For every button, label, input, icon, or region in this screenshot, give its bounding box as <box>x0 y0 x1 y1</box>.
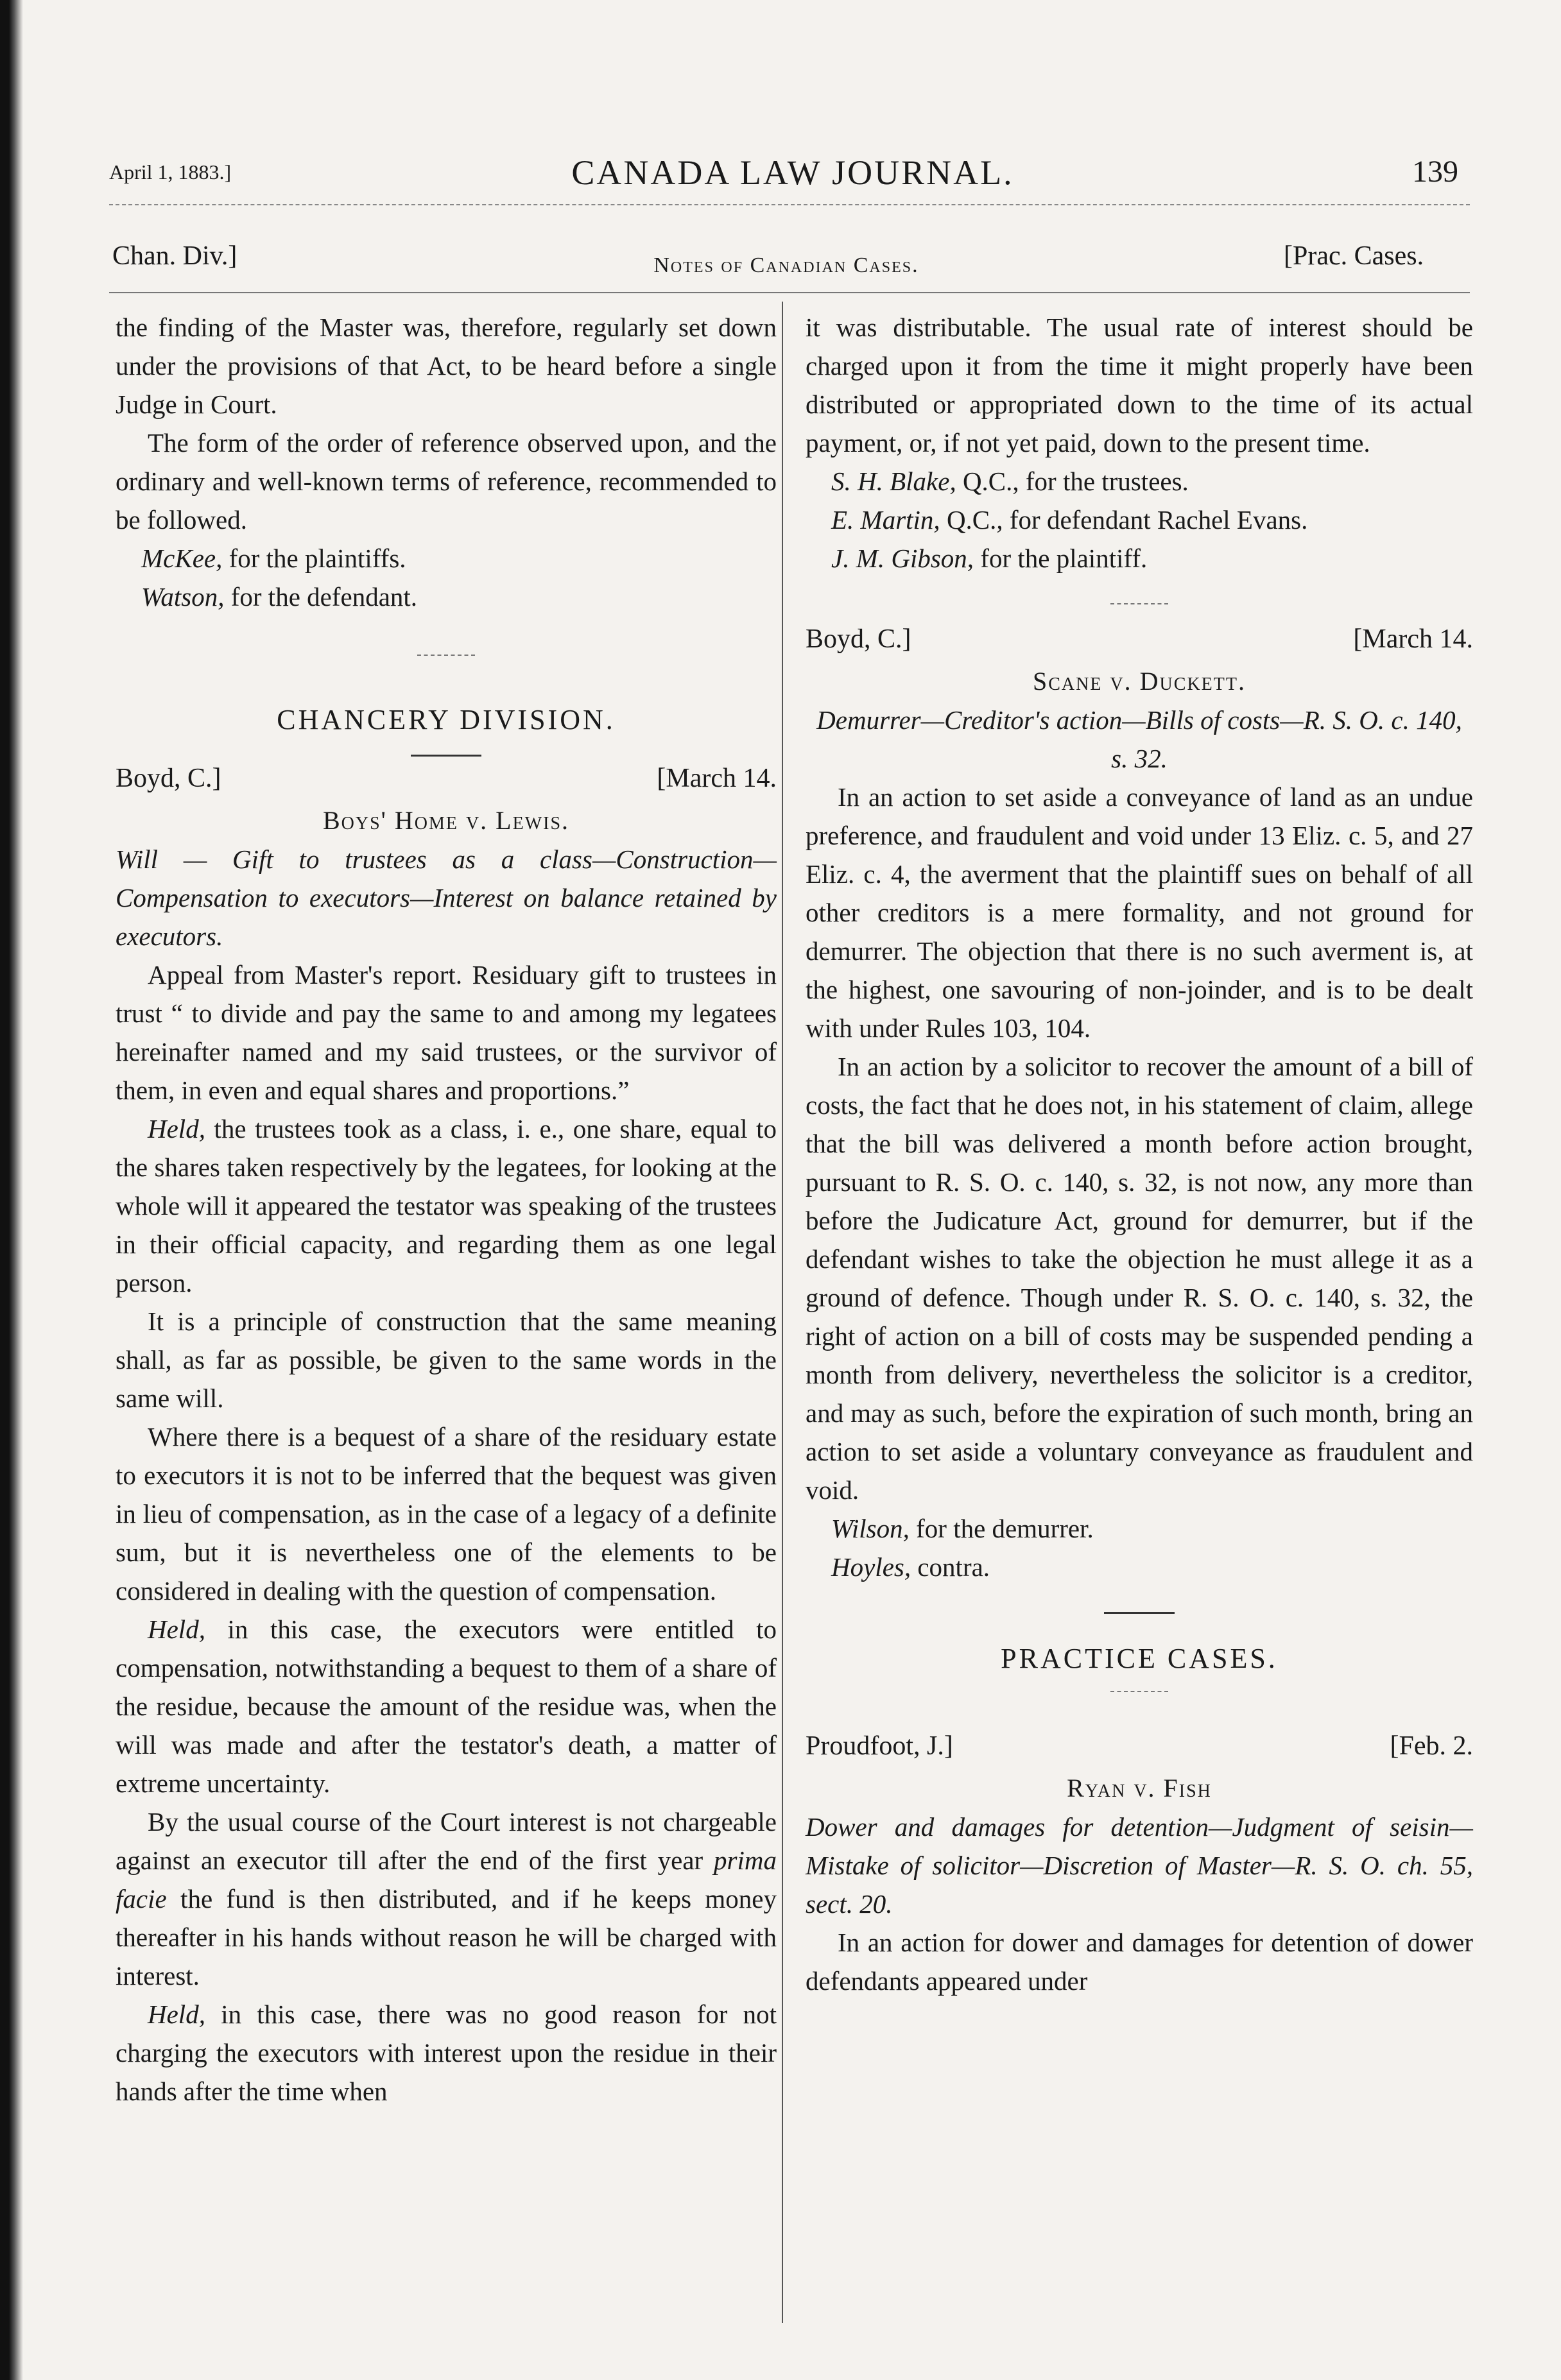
case-headnote: Demurrer—Creditor's action—Bills of costs—R. S. O. c. 140, s. 32. <box>816 705 1462 773</box>
paragraph <box>116 1610 777 1802</box>
counsel-name: Watson, <box>141 582 225 612</box>
counsel-line <box>806 501 1473 539</box>
counsel-line <box>806 462 1473 501</box>
judge-row <box>806 1731 1473 1769</box>
paragraph: In an action by a solicitor to recover the amount of a bill of costs, the fact that he does not, in his statement of claim, allege that the bill was delivered a month before action brought, pursuant to R. S. O. c. 140, s. 32, is not now, any more than before the Judicature Act, ground for demurrer, but if the defendant wishes to take the objection he must allege it as a ground of defence. Though under R. S. O. c. 140, s. 32, the right of action on a bill of costs may be suspended pending a month from delivery, nevertheless the solicitor is a creditor, and may as such, before the expiration of such month, bring an action to set aside a voluntary conveyance as fraudulent and void. <box>806 1052 1473 1505</box>
held-text: the trustees took as a class, i. e., one share, equal to the shares taken respectively by the legatees, for looking at the whole will it appeared the testator was speaking of the trustees in their official capacity, and regarding them as one legal person. <box>116 1114 777 1297</box>
text-span: By the usual course of the Court interest is not chargeable against an executor till after the end of the first year <box>116 1807 777 1875</box>
counsel-role: for the defendant. <box>230 582 418 612</box>
paragraph: the finding of the Master was, therefore, regularly set down under the provisions of that Act, to be heard before a single Judge in Court. <box>116 312 777 419</box>
counsel-line <box>806 1509 1473 1548</box>
counsel-role: for the demurrer. <box>916 1514 1094 1543</box>
scan-binding-edge <box>0 0 23 2380</box>
paragraph <box>116 1995 777 2110</box>
section-heading: CHANCERY DIVISION. <box>277 704 616 735</box>
held-word: Held, <box>148 1999 205 2029</box>
journal-title: CANADA LAW JOURNAL. <box>571 153 1014 192</box>
case-name: Ryan v. Fish <box>1067 1774 1212 1802</box>
section-label: Notes of Canadian Cases. <box>653 253 919 277</box>
case-headnote: Will — Gift to trustees as a class—Construction—Compensation to executors—Interest on balance retained by executors. <box>116 844 777 951</box>
paragraph: Appeal from Master's report. Residuary gift to trustees in trust “ to divide and pay the same to and among my legatees hereinafter named and my said trustees, or the survivor of them, in even and equal shares and proportions.” <box>116 960 777 1105</box>
header-rule <box>109 204 1470 205</box>
paragraph: In an action for dower and damages for detention of dower defendants appeared under <box>806 1928 1473 1996</box>
case-name: Boys' Home v. Lewis. <box>322 806 570 835</box>
decision-date: [March 14. <box>657 764 777 793</box>
counsel-name: Wilson, <box>831 1514 910 1543</box>
right-column <box>806 308 1473 2000</box>
judge-row <box>116 763 777 801</box>
held-word: Held, <box>148 1114 205 1143</box>
latin-phrase: prima facie <box>116 1845 777 1913</box>
paragraph: it was distributable. The usual rate of interest should be charged upon it from the time it might properly have been distributed or appropriated down to the time of its actual payment, or, if not yet paid, down to the present time. <box>806 312 1473 458</box>
text-span: the fund is then distributed, and if he keeps money thereafter in his hands without reason he will be charged with interest. <box>116 1884 777 1990</box>
case-headnote: Dower and damages for detention—Judgment of seisin—Mistake of solicitor—Discretion of Master—R. S. O. ch. 55, sect. 20. <box>806 1812 1473 1919</box>
counsel-role: Q.C., for the trustees. <box>962 467 1189 496</box>
counsel-name: McKee, <box>141 544 223 573</box>
counsel-role: Q.C., for defendant Rachel Evans. <box>946 505 1308 535</box>
counsel-role: for the plaintiff. <box>980 544 1148 573</box>
judge-name: Boyd, C.] <box>806 624 911 654</box>
section-heading: PRACTICE CASES. <box>1001 1643 1278 1674</box>
judge-row <box>806 624 1473 662</box>
left-column <box>116 308 777 2110</box>
held-word: Held, <box>148 1614 205 1644</box>
counsel-line <box>806 539 1473 578</box>
counsel-name: E. Martin, <box>831 505 940 535</box>
counsel-name: Hoyles, <box>831 1552 911 1582</box>
counsel-line <box>116 578 777 616</box>
judge-name: Boyd, C.] <box>116 764 221 793</box>
subheader-rule <box>109 292 1470 293</box>
paragraph: The form of the order of reference observed upon, and the ordinary and well-known terms of reference, recommended to be followed. <box>116 428 777 535</box>
paragraph: Where there is a bequest of a share of the residuary estate to executors it is not to be inferred that the bequest was given in lieu of compensation, as in the case of a legacy of a definite sum, but it is nevertheless one of the elements to be considered in dealing with the question of compensation. <box>116 1422 777 1605</box>
counsel-line <box>116 539 777 578</box>
paragraph <box>116 1109 777 1302</box>
division-label: Chan. Div.] <box>112 241 237 271</box>
counsel-name: J. M. Gibson, <box>831 544 974 573</box>
decision-date: [March 14. <box>1353 624 1473 654</box>
judge-name: Proudfoot, J.] <box>806 1731 953 1761</box>
paragraph: It is a principle of construction that the same meaning shall, as far as possible, be given to the same words in the same will. <box>116 1306 777 1413</box>
column-divider <box>782 302 783 2323</box>
issue-date: April 1, 1883.] <box>109 160 232 184</box>
held-text: in this case, there was no good reason for not charging the executors with interest upon the residue in their hands after the time when <box>116 1999 777 2106</box>
case-name: Scane v. Duckett. <box>1032 667 1246 696</box>
counsel-name: S. H. Blake, <box>831 467 956 496</box>
paragraph: In an action to set aside a conveyance of land as an undue preference, and fraudulent and void under 13 Eliz. c. 5, and 27 Eliz. c. 4, the averment that the plaintiff sues on behalf of all other creditors is a mere formality, and not ground for demurrer. The objection that there is no such averment is, at the highest, one savouring of non-joinder, and is to be dealt with under Rules 103, 104. <box>806 782 1473 1043</box>
held-text: in this case, the executors were entitled to compensation, notwithstanding a bequest to them of a share of the residue, because the amount of the residue was, when the will was made and after the testator's death, a matter of extreme uncertainty. <box>116 1614 777 1798</box>
category-label: [Prac. Cases. <box>1284 241 1424 271</box>
counsel-line <box>806 1548 1473 1586</box>
decision-date: [Feb. 2. <box>1390 1731 1473 1761</box>
counsel-role: contra. <box>917 1552 990 1582</box>
paragraph <box>116 1802 777 1995</box>
page-number: 139 <box>1412 155 1458 189</box>
counsel-role: for the plaintiffs. <box>229 544 406 573</box>
